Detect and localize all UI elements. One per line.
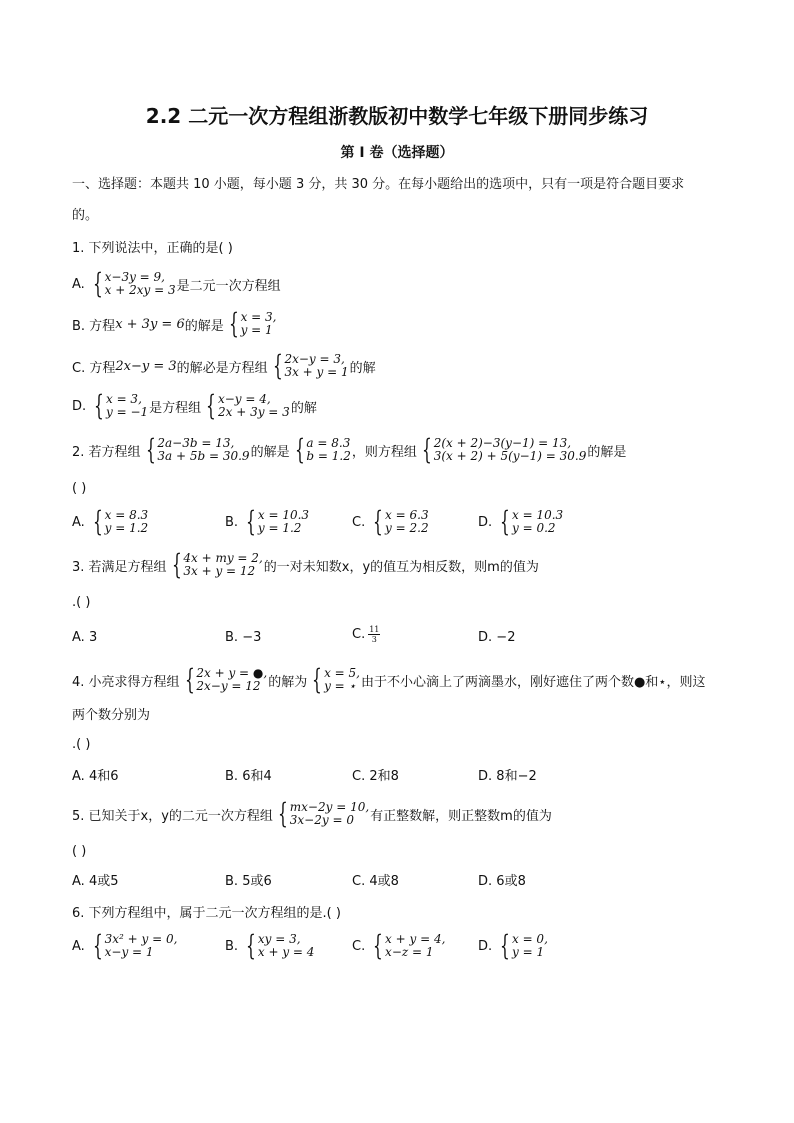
option-label: A. [72,630,85,645]
option-label: A. [72,938,85,954]
option-label: C. [352,874,366,889]
q5-option-b[interactable] [225,875,272,888]
q3-answer-paren: .( ) [72,595,91,610]
equation-line: x = 5, [324,666,360,680]
question-text: 3. 若满足方程组 [72,559,167,575]
question-text: 的解是 [587,444,627,460]
option-label: C. [352,938,366,954]
equation-line: 4x + my = 2, [183,551,263,565]
q2-option-c[interactable] [352,505,430,538]
equation-line: x−3y = 9, [104,270,165,284]
equation-line: 3a + 5b = 30.9 [157,449,250,463]
equation-system: { x = 10.3 y = 1.2 [246,505,310,538]
q2-option-b[interactable] [225,505,310,538]
q4-line2: 两个数分别为 [72,708,151,723]
option-label: D. [478,769,493,784]
question-text: ，则方程组 [351,444,417,460]
q6-option-a[interactable] [72,929,178,962]
equation-line: x + y = 4, [385,932,446,946]
equation-system: { 2x−y = 3, 3x + y = 1 [272,349,349,382]
equation-line: x = 10.3 [511,508,564,522]
option-label: D. [478,514,493,530]
equation-system: { x = 8.3 y = 1.2 [92,505,149,538]
fraction-numerator: 11 [369,625,380,634]
equation-line: x = 10.3 [257,508,310,522]
option-label: C. [352,627,366,642]
q6-stem: 6. 下列方程组中，属于二元一次方程组的是.( ) [72,906,341,921]
equation-line: x = 3, [105,392,142,406]
question-text: 2. 若方程组 [72,444,141,460]
option-text: 的解必是方程组 [176,360,268,376]
q3-option-d[interactable] [478,631,515,644]
equation-system: { x−3y = 9, x + 2xy = 3 [92,267,176,300]
q5-answer-paren: ( ) [72,844,87,859]
equation-line: 2(x + 2)−3(y−1) = 13, [433,436,572,450]
option-label: D. [478,630,493,645]
equation-line: a = 8.3 [306,436,351,450]
equation-line: 2x + y = ●, [196,666,268,680]
equation-system: { x = 6.3 y = 2.2 [373,505,429,538]
equation-line: y = −1 [105,405,149,419]
option-value: 4或8 [369,874,399,889]
q2-stem [72,433,627,466]
equation-system: { 2a−3b = 13, 3a + 5b = 30.9 [145,433,250,466]
option-text: 的解 [290,400,317,416]
equation-system: { x = 5, y = ⋆ [312,663,360,696]
q6-option-c[interactable] [352,929,446,962]
option-label: B. 方程 [72,318,116,334]
q1-option-a[interactable] [72,267,281,300]
equation-line: 3(x + 2) + 5(y−1) = 30.9 [433,449,587,463]
option-text: 的解是 [184,318,224,334]
equation-system: { x + y = 4, x−z = 1 [373,929,446,962]
question-text: 的解为 [268,674,308,690]
q3-stem [72,548,539,581]
equation: 2x−y = 3 [115,358,177,374]
option-label: B. [225,769,239,784]
q5-stem [72,797,552,830]
option-value: 6和4 [242,769,272,784]
option-label: A. [72,769,85,784]
q5-option-d[interactable] [478,875,526,888]
q6-option-b[interactable] [225,929,315,962]
fraction-denominator: 3 [371,635,377,644]
q3-option-c[interactable] [352,625,380,644]
equation-line: b = 1.2 [306,449,351,463]
option-label: D. [478,938,493,954]
q4-answer-paren: .( ) [72,737,91,752]
option-label: B. [225,874,239,889]
equation-line: 3x + y = 1 [284,365,349,379]
q4-stem [72,663,706,696]
equation-line: y = 1.2 [104,521,149,535]
equation-line: y = ⋆ [324,679,357,693]
equation-system: { 4x + my = 2, 3x + y = 12 [171,548,263,581]
equation-system: { x−y = 4, 2x + 3y = 3 [206,389,290,422]
section-instructions-line2: 的。 [72,208,99,223]
q4-option-d[interactable] [478,770,537,783]
equation-line: y = 2.2 [385,521,429,535]
equation-line: x = 8.3 [104,508,149,522]
equation-system: { x = 3, y = 1 [228,307,277,340]
q3-option-b[interactable] [225,631,261,644]
option-label: B. [225,630,239,645]
q1-option-c[interactable] [72,349,376,382]
equation-line: mx−2y = 10, [289,800,370,814]
equation-line: 3x + y = 12 [183,564,256,578]
option-value: −2 [496,630,516,645]
option-label: A. [72,874,85,889]
equation-line: x + y = 4 [257,945,315,959]
q5-option-a[interactable] [72,875,118,888]
option-value: 3 [88,630,98,645]
equation-system: { 2(x + 2)−3(y−1) = 13, 3(x + 2) + 5(y−1) = 30.9 [421,433,587,466]
equation-line: y = 1 [511,945,545,959]
equation-system: { x = 10.3 y = 0.2 [500,505,564,538]
question-text: 由于不小心滴上了两滴墨水，刚好遮住了两个数●和⋆，则这 [360,674,706,690]
equation-line: 3x−2y = 0 [289,813,354,827]
option-label: C. 方程 [72,360,116,376]
question-text: 的一对未知数x，y的值互为相反数，则m的值为 [263,559,539,575]
option-value: −3 [242,630,262,645]
equation-system: { a = 8.3 b = 1.2 [294,433,351,466]
equation-line: 3x² + y = 0, [104,932,178,946]
option-label: A. [72,514,85,530]
q2-answer-paren: ( ) [72,481,87,496]
q2-option-d[interactable] [478,505,564,538]
q5-option-c[interactable] [352,875,399,888]
equation-system: { xy = 3, x + y = 4 [246,929,315,962]
option-value: 5或6 [242,874,272,889]
equation-line: xy = 3, [257,932,301,946]
q1-stem: 1. 下列说法中，正确的是( ) [72,241,233,256]
equation-system: { x = 3, y = −1 [94,389,149,422]
q4-option-b[interactable] [225,770,272,783]
option-label: D. [478,874,493,889]
equation-system: { mx−2y = 10, 3x−2y = 0 [277,797,370,830]
q1-option-b[interactable] [72,307,277,340]
option-label: C. [352,514,366,530]
option-value: 4和6 [88,769,119,784]
equation-line: 2x−y = 12 [196,679,261,693]
equation-line: x = 6.3 [385,508,429,522]
equation-line: x = 0, [511,932,548,946]
option-text: 的解 [349,360,376,376]
q2-option-a[interactable] [72,505,149,538]
q4-option-a[interactable] [72,770,118,783]
option-label: A. [72,276,85,292]
option-value: 6或8 [496,874,526,889]
question-text: 的解是 [250,444,290,460]
q3-option-a[interactable] [72,631,97,644]
option-label: C. [352,769,366,784]
option-label: D. [72,398,87,414]
equation-line: x−z = 1 [385,945,434,959]
equation-line: x = 3, [240,310,277,324]
equation-line: x−y = 4, [217,392,271,406]
option-text: 是方程组 [149,400,202,416]
option-label: B. [225,514,239,530]
equation-system: { 2x + y = ●, 2x−y = 12 [184,663,268,696]
equation-line: 2a−3b = 13, [157,436,235,450]
option-value: 4或5 [88,874,119,889]
equation-system: { 3x² + y = 0, x−y = 1 [92,929,178,962]
question-text: 4. 小亮求得方程组 [72,674,180,690]
equation-line: y = 1 [240,323,273,337]
q4-option-c[interactable] [352,770,399,783]
option-text: 是二元一次方程组 [176,278,281,294]
equation-line: x + 2xy = 3 [104,283,176,297]
option-value: 2和8 [369,769,399,784]
page-title: 2.2 二元一次方程组浙教版初中数学七年级下册同步练习 [145,104,649,128]
fraction [368,625,380,644]
question-text: 有正整数解，则正整数m的值为 [370,808,552,824]
equation-line: 2x + 3y = 3 [217,405,290,419]
section-subtitle: 第 I 卷（选择题） [340,145,454,161]
section-instructions-line1: 一、选择题：本题共 10 小题，每小题 3 分，共 30 分。在每小题给出的选项中，只有一项是符合题目要求 [72,177,685,192]
equation-line: x−y = 1 [104,945,154,959]
equation-line: y = 1.2 [257,521,302,535]
option-label: B. [225,938,239,954]
equation-line: 2x−y = 3, [284,352,345,366]
q6-option-d[interactable] [478,929,549,962]
equation-line: y = 0.2 [511,521,556,535]
q1-option-d[interactable] [72,389,317,422]
equation-system: { x = 0, y = 1 [500,929,548,962]
question-text: 5. 已知关于x，y的二元一次方程组 [72,808,273,824]
option-value: 8和−2 [496,769,537,784]
equation: x + 3y = 6 [115,316,185,332]
